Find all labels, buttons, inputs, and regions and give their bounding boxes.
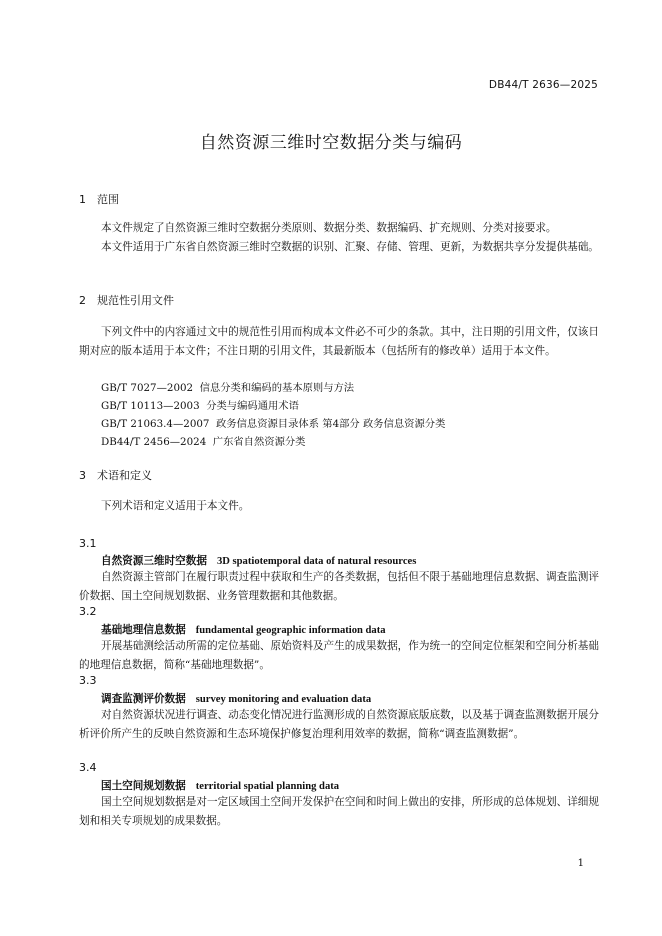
term-name: [101, 778, 339, 793]
reference-item: [101, 415, 445, 430]
reference-title: 政务信息资源目录体系 第4部分 政务信息资源分类: [216, 418, 446, 430]
reference-item: [101, 433, 305, 448]
term-name-zh: 自然资源三维时空数据: [101, 555, 207, 567]
term-name: [101, 691, 371, 706]
reference-title: 信息分类和编码的基本原则与方法: [199, 382, 355, 394]
term-name-en: territorial spatial planning data: [195, 781, 340, 792]
section-number: 2: [79, 294, 86, 307]
term-name-en: fundamental geographic information data: [195, 625, 386, 636]
term-name-zh: 国土空间规划数据: [101, 780, 186, 792]
standard-code: DB44/T 2636—2025: [488, 79, 598, 91]
reference-code: GB/T 10113—2003: [101, 400, 200, 412]
page-number: 1: [577, 858, 584, 869]
term-number: 3.2: [79, 605, 97, 618]
term-name: [101, 553, 416, 568]
term-name-en: survey monitoring and evaluation data: [195, 694, 372, 705]
document-title: 自然资源三维时空数据分类与编码: [199, 133, 463, 153]
term-definition: 自然资源主管部门在履行职责过程中获取和生产的各类数据，包括但不限于基础地理信息数据、调查监测评价数据、国土空间规划数据、业务管理数据和其他数据。: [79, 571, 599, 602]
section-1-paragraph-2: 本文件适用于广东省自然资源三维时空数据的识别、汇聚、存储、管理、更新，为数据共享分发提供基础。: [101, 241, 599, 253]
section-1-heading: [79, 191, 119, 207]
term-name-zh: 调查监测评价数据: [101, 693, 186, 705]
section-number: 1: [79, 193, 86, 206]
term-number: 3.1: [79, 537, 97, 550]
term-number: 3.4: [79, 761, 97, 774]
term-definition: 国土空间规划数据是对一定区域国土空间开发保护在空间和时间上做出的安排，所形成的总体规划、详细规划和相关专项规划的成果数据。: [79, 796, 599, 827]
reference-title: 广东省自然资源分类: [212, 436, 306, 448]
reference-title: 分类与编码通用术语: [206, 400, 299, 412]
reference-code: GB/T 7027—2002: [101, 382, 194, 394]
section-2-intro: 下列文件中的内容通过文中的规范性引用而构成本文件必不可少的条款。其中，注日期的引用文件，仅该日期对应的版本适用于本文件；不注日期的引用文件，其最新版本（包括所有的修改单）适用于本文件。: [79, 326, 599, 357]
section-1-paragraph-1: 本文件规定了自然资源三维时空数据分类原则、数据分类、数据编码、扩充规则、分类对接要求。: [101, 222, 557, 234]
term-name: [101, 622, 386, 637]
term-name-en: 3D spatiotemporal data of natural resources: [216, 556, 417, 567]
reference-item: [101, 379, 354, 394]
section-title: 规范性引用文件: [97, 294, 174, 307]
section-title: 术语和定义: [97, 469, 152, 482]
section-number: 3: [79, 469, 86, 482]
reference-item: [101, 397, 299, 412]
term-definition: 开展基础测绘活动所需的定位基础、原始资料及产生的成果数据，作为统一的空间定位框架和空间分析基础的地理信息数据，简称“基础地理数据”。: [79, 640, 599, 671]
reference-code: DB44/T 2456—2024: [101, 436, 207, 448]
section-3-intro: 下列术语和定义适用于本文件。: [101, 500, 250, 512]
section-2-heading: [79, 292, 174, 308]
term-number: 3.3: [79, 674, 97, 687]
term-definition: 对自然资源状况进行调查、动态变化情况进行监测形成的自然资源底版底数，以及基于调查监测数据开展分析评价所产生的反映自然资源和生态环境保护修复治理利用效率的数据，简称“调查监测数据”。: [79, 709, 599, 740]
section-title: 范围: [97, 193, 119, 206]
reference-code: GB/T 21063.4—2007: [101, 418, 210, 430]
term-name-zh: 基础地理信息数据: [101, 624, 186, 636]
section-3-heading: [79, 467, 152, 483]
